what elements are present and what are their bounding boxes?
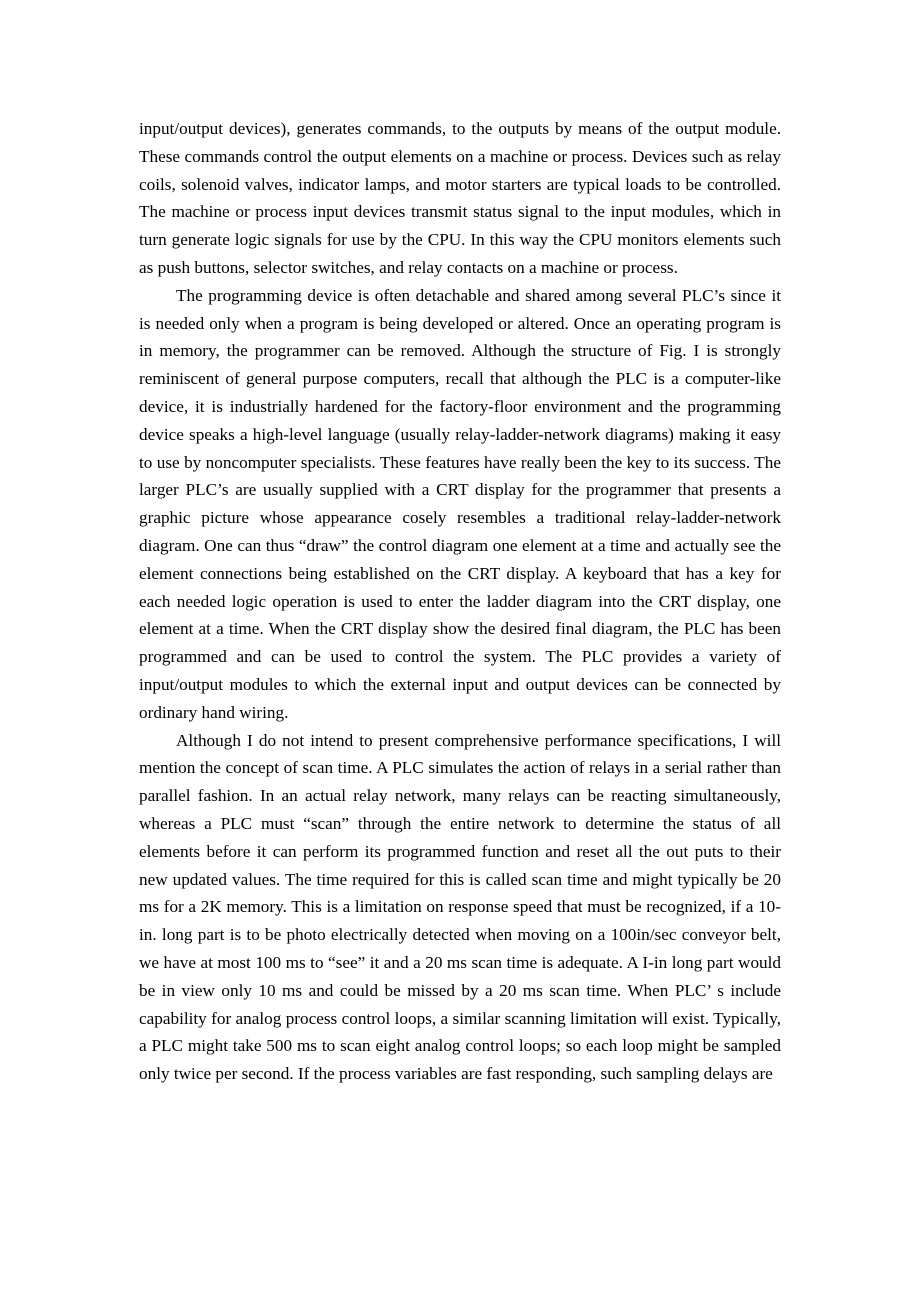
paragraph-io-modules: input/output devices), generates commands, to the outputs by means of the output module. These commands control the output elements on a machine or process. Devices such as relay coils, solenoid valves, indicator lamps, and motor starters are typical loads to be controlled. The machine or process input devices transmit status signal to the input modules, which in turn generate logic signals for use by the CPU. In this way the CPU monitors elements such as push buttons, selector switches, and relay contacts on a machine or process. — [139, 119, 781, 277]
paragraph-programming-device: The programming device is often detachable and shared among several PLC’s since it is needed only when a program is being developed or altered. Once an operating program is in memory, the programmer can be removed. Although the structure of Fig. I is strongly reminiscent of general purpose computers, recall that although the PLC is a computer-like device, it is industrially hardened for the factory-floor environment and the programming device speaks a high-level language (usually relay-ladder-network diagrams) making it easy to use by noncomputer specialists. These features have really been the key to its success. The larger PLC’s are usually supplied with a CRT display for the programmer that presents a graphic picture whose appearance cosely resembles a traditional relay-ladder-network diagram. One can thus “draw” the control diagram one element at a time and actually see the element connections being established on the CRT display. A keyboard that has a key for each needed logic operation is used to enter the ladder diagram into the CRT display, one element at a time. When the CRT display show the desired final diagram, the PLC has been programmed and can be used to control the system. The PLC provides a variety of input/output modules to which the external input and output devices can be connected by ordinary hand wiring. — [139, 285, 781, 722]
body-text — [139, 115, 781, 1088]
paragraph-scan-time: Although I do not intend to present comprehensive performance specifications, I will mention the concept of scan time. A PLC simulates the action of relays in a serial rather than parallel fashion. In an actual relay network, many relays can be reacting simultaneously, whereas a PLC must “scan” through the entire network to determine the status of all elements before it can perform its programmed function and reset all the out puts to their new updated values. The time required for this is called scan time and might typically be 20 ms for a 2K memory. This is a limitation on response speed that must be recognized, if a 10-in. long part is to be photo electrically detected when moving on a 100in/sec conveyor belt, we have at most 100 ms to “see” it and a 20 ms scan time is adequate. A I-in long part would be in view only 10 ms and could be missed by a 20 ms scan time. When PLC’ s include capability for analog process control loops, a similar scanning limitation will exist. Typically, a PLC might take 500 ms to scan eight analog control loops; so each loop might be sampled only twice per second. If the process variables are fast responding, such sampling delays are — [139, 730, 781, 1084]
